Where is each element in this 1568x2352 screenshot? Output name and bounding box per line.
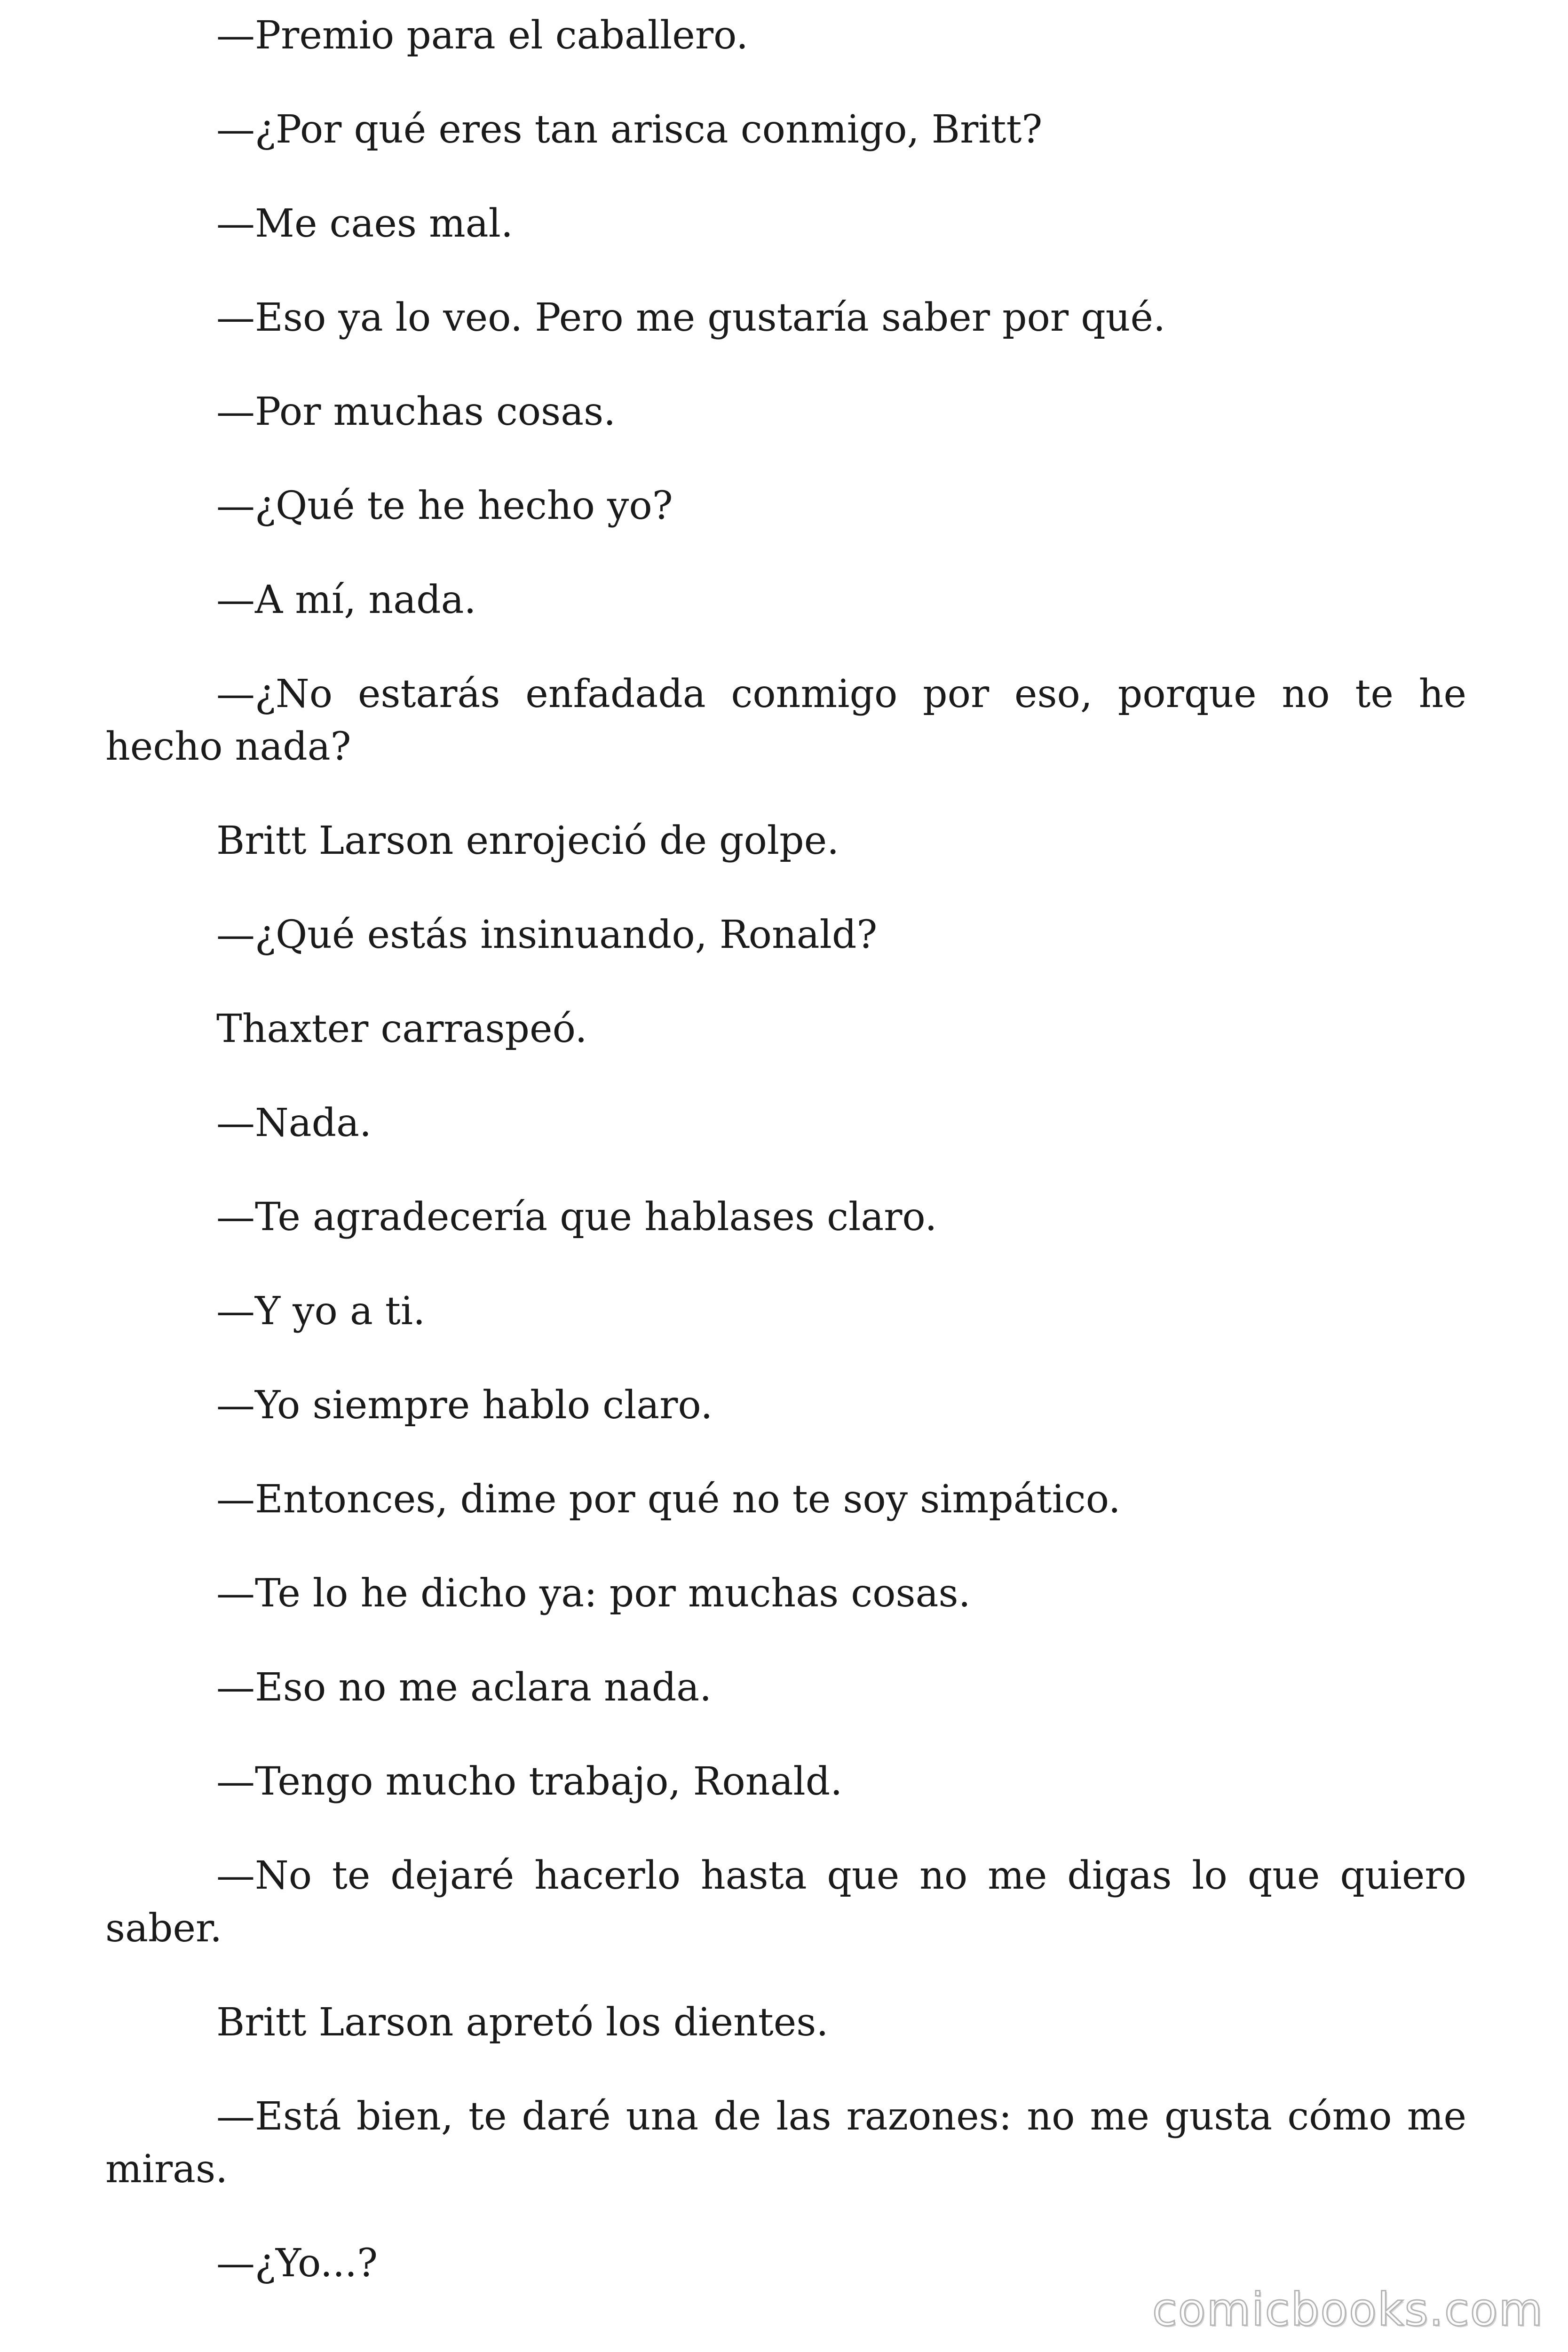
paragraph: —Te lo he dicho ya: por muchas cosas.: [216, 1571, 971, 1616]
site-watermark: comicbooks.com: [1152, 2283, 1544, 2336]
paragraph: —¿Yo...?: [216, 2241, 378, 2286]
paragraph: —Eso no me aclara nada.: [216, 1665, 712, 1710]
paragraph: Britt Larson apretó los dientes.: [216, 2000, 829, 2045]
text-column: [105, 9, 1466, 2331]
paragraph: —Eso ya lo veo. Pero me gustaría saber por qué.: [216, 295, 1166, 340]
paragraph: —Me caes mal.: [216, 201, 513, 246]
paragraph: —Tengo mucho trabajo, Ronald.: [216, 1759, 843, 1804]
paragraph: —Está bien, te daré una de las razones: no me gusta cómo me miras.: [105, 2094, 1466, 2192]
paragraph: —Nada.: [216, 1101, 372, 1145]
paragraph: —¿Qué te he hecho yo?: [216, 484, 673, 528]
paragraph: —Por muchas cosas.: [216, 389, 616, 434]
paragraph: —Entonces, dime por qué no te soy simpático.: [216, 1477, 1121, 1522]
paragraph: —¿Qué estás insinuando, Ronald?: [216, 913, 878, 957]
paragraph: —Yo siempre hablo claro.: [216, 1383, 713, 1428]
paragraph: —Y yo a ti.: [216, 1289, 426, 1334]
paragraph: —Te agradecería que hablases claro.: [216, 1195, 937, 1240]
paragraph: —¿Por qué eres tan arisca conmigo, Britt?: [216, 107, 1043, 152]
paragraph: Britt Larson enrojeció de golpe.: [216, 818, 839, 863]
paragraph: —¿No estarás enfadada conmigo por eso, porque no te he hecho nada?: [105, 672, 1466, 769]
paragraph: —Premio para el caballero.: [216, 13, 749, 58]
paragraph: Thaxter carraspeó.: [216, 1007, 587, 1051]
paragraph: —No te dejaré hacerlo hasta que no me digas lo que quiero saber.: [105, 1853, 1466, 1951]
paragraph: —A mí, nada.: [216, 578, 476, 622]
